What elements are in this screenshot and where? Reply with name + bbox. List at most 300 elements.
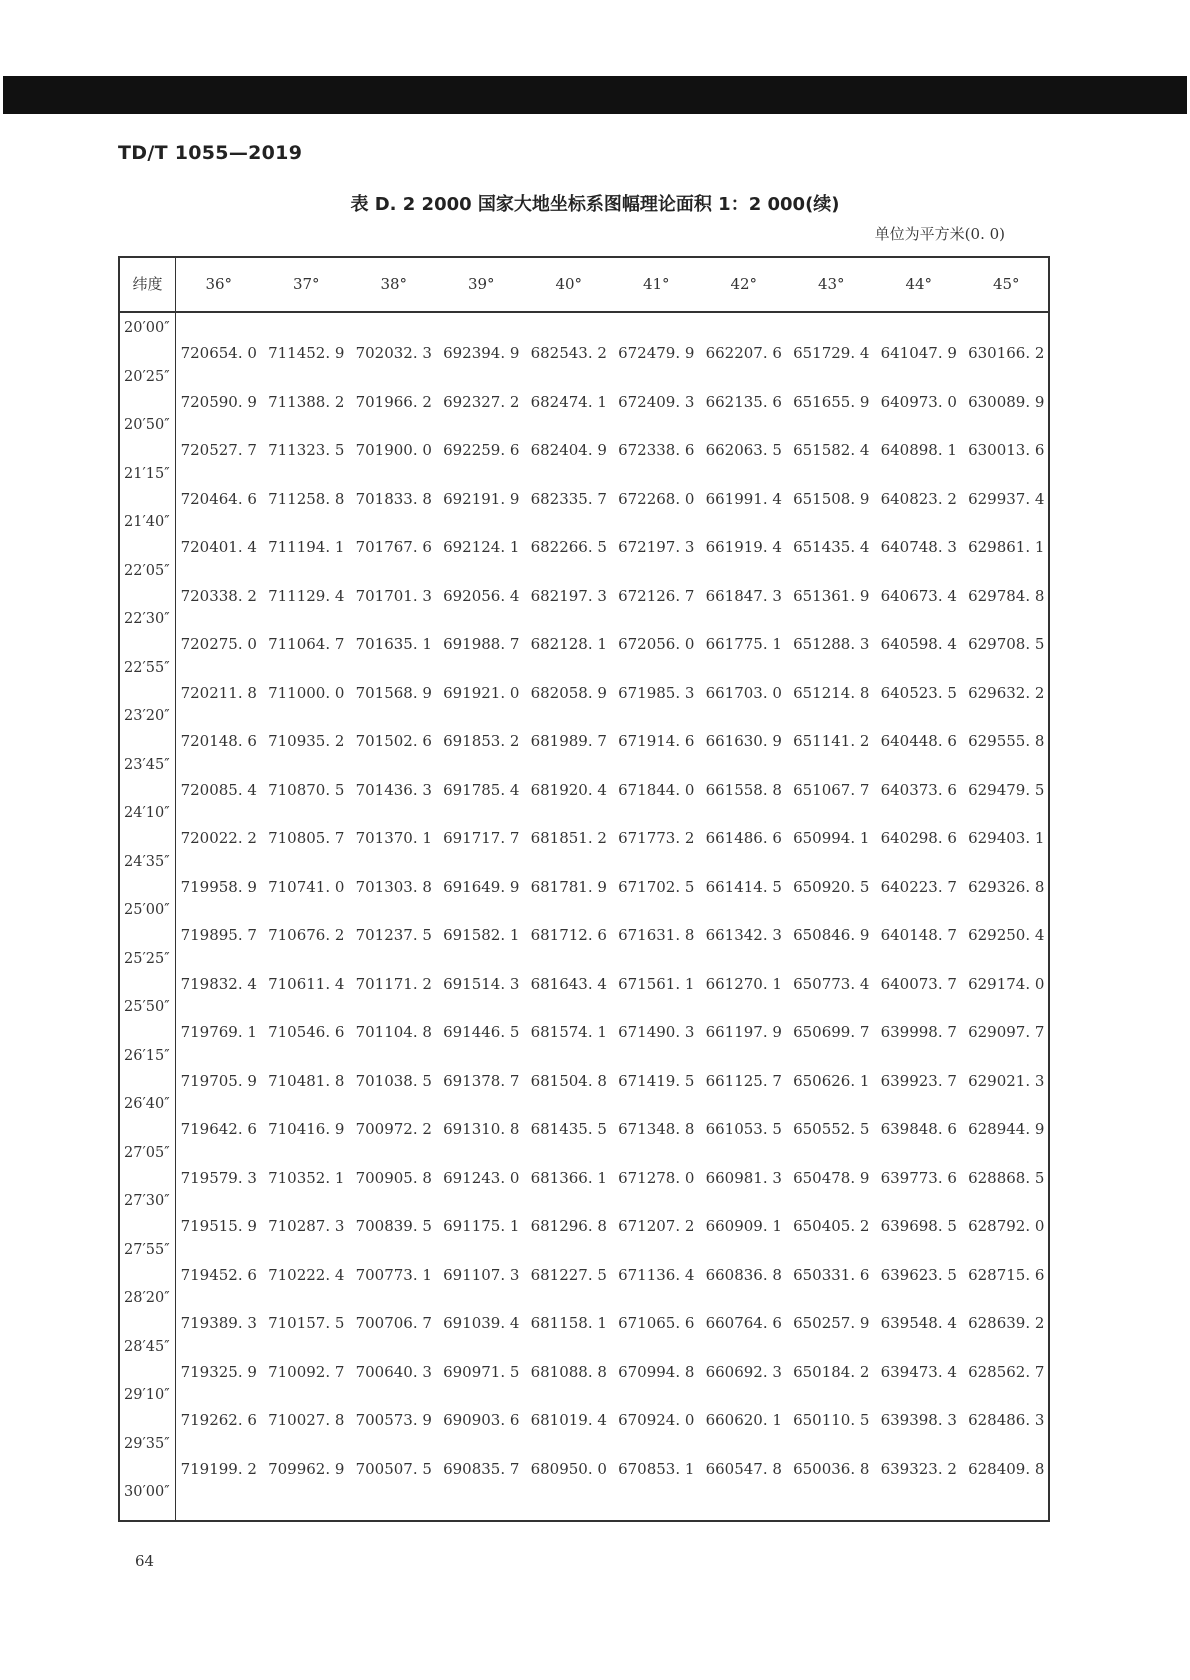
table-cell: 639698. 5 — [880, 1217, 957, 1235]
page-number: 64 — [135, 1552, 155, 1570]
table-cell: 640223. 7 — [880, 877, 957, 896]
table-cell: 661342. 3 — [705, 926, 782, 944]
table-cell: 650110. 5 — [793, 1411, 870, 1429]
table-cell: 681851. 2 — [530, 829, 607, 847]
column-header: 37° — [292, 275, 320, 293]
table-row — [175, 972, 1048, 996]
table-cell: 710935. 2 — [268, 732, 345, 750]
table-row — [175, 1020, 1048, 1044]
table-cell: 628486. 3 — [968, 1411, 1045, 1429]
table-cell: 661197. 9 — [705, 1023, 782, 1041]
table-cell: 651582. 4 — [793, 441, 870, 459]
table-cell: 672409. 3 — [618, 392, 695, 411]
table-cell: 691988. 7 — [443, 635, 520, 653]
table-cell: 681781. 9 — [530, 877, 607, 896]
latitude-label: 30′00″ — [124, 1484, 170, 1500]
table-cell: 651141. 2 — [793, 732, 870, 750]
table-cell: 682197. 3 — [530, 586, 607, 605]
table-cell: 691853. 2 — [443, 732, 520, 750]
table-cell: 650626. 1 — [793, 1071, 870, 1090]
latitude-label: 21′40″ — [124, 514, 170, 530]
table-cell: 681227. 5 — [530, 1265, 607, 1284]
standard-code: TD/T 1055—2019 — [118, 142, 303, 164]
column-header: 40° — [555, 275, 583, 293]
table-cell: 640598. 4 — [880, 635, 957, 653]
latitude-label: 27′55″ — [124, 1241, 170, 1258]
table-cell: 682404. 9 — [530, 441, 607, 459]
table-cell: 720338. 2 — [180, 586, 257, 605]
table-cell: 691175. 1 — [443, 1217, 520, 1235]
table-cell: 681504. 8 — [530, 1071, 607, 1090]
table-cell: 681366. 1 — [530, 1168, 607, 1187]
table-cell: 671136. 4 — [618, 1265, 695, 1284]
table-cell: 661919. 4 — [705, 538, 782, 556]
table-cell: 639623. 5 — [880, 1265, 957, 1284]
table-cell: 651435. 4 — [793, 538, 870, 556]
table-cell: 700573. 9 — [355, 1411, 432, 1429]
column-header: 38° — [380, 275, 408, 293]
table-cell: 719705. 9 — [180, 1071, 257, 1090]
table-cell: 691243. 0 — [443, 1168, 520, 1187]
table-row — [175, 535, 1048, 559]
latitude-label: 23′45″ — [124, 756, 170, 773]
table-cell: 660692. 3 — [705, 1362, 782, 1381]
table-row — [175, 1408, 1048, 1432]
latitude-label: 24′35″ — [124, 853, 170, 870]
table-cell: 691649. 9 — [443, 877, 520, 896]
table-cell: 640523. 5 — [880, 683, 957, 702]
table-cell: 671065. 6 — [618, 1314, 695, 1332]
unit-note: 单位为平方米(0. 0) — [874, 225, 1005, 243]
table-cell: 691717. 7 — [443, 829, 520, 847]
table-row — [175, 1263, 1048, 1287]
table-cell: 700773. 1 — [355, 1265, 432, 1284]
latitude-header: 纬度 — [132, 275, 163, 293]
table-cell: 639998. 7 — [880, 1023, 957, 1041]
table-cell: 660620. 1 — [705, 1411, 782, 1429]
table-cell: 650846. 9 — [793, 926, 870, 944]
table-cell: 640073. 7 — [880, 974, 957, 993]
table-cell: 639848. 6 — [880, 1120, 957, 1138]
latitude-label: 20′50″ — [124, 417, 170, 433]
table-cell: 661414. 5 — [705, 877, 782, 896]
table-cell: 651508. 9 — [793, 489, 870, 508]
table-cell: 650699. 7 — [793, 1023, 870, 1041]
table-cell: 640448. 6 — [880, 732, 957, 750]
latitude-label: 28′20″ — [124, 1290, 170, 1306]
latitude-label: 21′15″ — [124, 465, 170, 482]
table-cell: 661558. 8 — [705, 780, 782, 799]
table-cell: 671914. 6 — [618, 732, 695, 750]
table-cell: 700706. 7 — [355, 1314, 432, 1332]
table-cell: 701966. 2 — [355, 392, 432, 411]
table-cell: 710546. 6 — [268, 1023, 345, 1041]
table-cell: 682543. 2 — [530, 344, 607, 362]
table-cell: 650994. 1 — [793, 829, 870, 847]
table-cell: 628562. 7 — [968, 1362, 1045, 1381]
table-cell: 640973. 0 — [880, 392, 957, 411]
table-cell: 692394. 9 — [443, 344, 520, 362]
table-cell: 690835. 7 — [443, 1459, 520, 1478]
table-cell: 660836. 8 — [705, 1265, 782, 1284]
table-cell: 628409. 8 — [968, 1459, 1045, 1478]
table-cell: 671419. 5 — [618, 1071, 695, 1090]
latitude-label: 27′30″ — [124, 1193, 170, 1209]
table-cell: 701767. 6 — [355, 538, 432, 556]
table-cell: 660909. 1 — [705, 1217, 782, 1235]
table-title: 表 D. 2 2000 国家大地坐标系图幅理论面积 1：2 000(续) — [350, 194, 840, 215]
column-header: 42° — [730, 275, 758, 293]
table-cell: 711388. 2 — [268, 392, 345, 411]
table-cell: 711194. 1 — [268, 538, 345, 556]
table-cell: 681643. 4 — [530, 974, 607, 993]
table-cell: 719895. 7 — [180, 926, 257, 944]
table-cell: 641047. 9 — [880, 344, 957, 362]
table-cell: 710481. 8 — [268, 1071, 345, 1090]
latitude-label: 26′15″ — [124, 1047, 170, 1064]
latitude-label: 22′30″ — [124, 611, 170, 627]
latitude-label: 29′10″ — [124, 1387, 170, 1403]
table-cell: 701370. 1 — [355, 829, 432, 847]
table-cell: 672197. 3 — [618, 538, 695, 556]
table-row — [175, 681, 1048, 705]
table-row — [175, 1311, 1048, 1335]
table-cell: 691921. 0 — [443, 683, 520, 702]
table-cell: 671561. 1 — [618, 974, 695, 993]
table-row — [175, 826, 1048, 850]
table-cell: 671631. 8 — [618, 926, 695, 944]
table-cell: 629937. 4 — [968, 489, 1045, 508]
table-cell: 682266. 5 — [530, 538, 607, 556]
table-cell: 661630. 9 — [705, 732, 782, 750]
latitude-label: 25′25″ — [124, 950, 170, 967]
table-cell: 661053. 5 — [705, 1120, 782, 1138]
table-cell: 651729. 4 — [793, 344, 870, 362]
table-cell: 639473. 4 — [880, 1362, 957, 1381]
table-cell: 650478. 9 — [793, 1168, 870, 1187]
table-cell: 692259. 6 — [443, 441, 520, 459]
table-cell: 660764. 6 — [705, 1314, 782, 1332]
table-cell: 670924. 0 — [618, 1411, 695, 1429]
table-cell: 681920. 4 — [530, 780, 607, 799]
column-header: 39° — [467, 275, 495, 293]
table-row — [175, 632, 1048, 656]
table-cell: 681712. 6 — [530, 926, 607, 944]
table-cell: 701171. 2 — [355, 974, 432, 993]
table-cell: 629174. 0 — [968, 974, 1045, 993]
table-cell: 711258. 8 — [268, 489, 345, 508]
table-cell: 682474. 1 — [530, 392, 607, 411]
table-cell: 629555. 8 — [968, 732, 1045, 750]
table-cell: 629708. 5 — [968, 635, 1045, 653]
table-cell: 720654. 0 — [180, 344, 257, 362]
table-cell: 681574. 1 — [530, 1023, 607, 1041]
table-cell: 661991. 4 — [705, 489, 782, 508]
table-cell: 629632. 2 — [968, 683, 1045, 702]
table-cell: 701568. 9 — [355, 683, 432, 702]
table-cell: 628639. 2 — [968, 1314, 1045, 1332]
table-cell: 710416. 9 — [268, 1120, 345, 1138]
table-cell: 702032. 3 — [355, 344, 432, 362]
table-cell: 691785. 4 — [443, 780, 520, 799]
table-cell: 628868. 5 — [968, 1168, 1045, 1187]
table-cell: 719389. 3 — [180, 1314, 257, 1332]
table-cell: 719832. 4 — [180, 974, 257, 993]
table-cell: 682128. 1 — [530, 635, 607, 653]
table-cell: 639398. 3 — [880, 1411, 957, 1429]
table-cell: 710352. 1 — [268, 1168, 345, 1187]
table-cell: 662135. 6 — [705, 392, 782, 411]
table-cell: 681296. 8 — [530, 1217, 607, 1235]
table-cell: 639773. 6 — [880, 1168, 957, 1187]
table-cell: 720022. 2 — [180, 829, 257, 847]
table-row — [175, 341, 1048, 365]
table-cell: 719642. 6 — [180, 1120, 257, 1138]
table-cell: 719262. 6 — [180, 1411, 257, 1429]
table-cell: 690971. 5 — [443, 1362, 520, 1381]
table-cell: 710870. 5 — [268, 780, 345, 799]
table-cell: 692327. 2 — [443, 392, 520, 411]
table-cell: 711064. 7 — [268, 635, 345, 653]
table-cell: 681019. 4 — [530, 1411, 607, 1429]
table-cell: 629250. 4 — [968, 926, 1045, 944]
table-cell: 651288. 3 — [793, 635, 870, 653]
table-cell: 651067. 7 — [793, 780, 870, 799]
table-row — [175, 390, 1048, 414]
table-cell: 711000. 0 — [268, 683, 345, 702]
table-cell: 650920. 5 — [793, 877, 870, 896]
table-cell: 671773. 2 — [618, 829, 695, 847]
table-cell: 720401. 4 — [180, 538, 257, 556]
table-cell: 680950. 0 — [530, 1459, 607, 1478]
latitude-label: 22′05″ — [124, 562, 170, 579]
table-cell: 710741. 0 — [268, 877, 345, 896]
latitude-column — [120, 313, 175, 1520]
table-cell: 661703. 0 — [705, 683, 782, 702]
table-cell: 661847. 3 — [705, 586, 782, 605]
table-row — [175, 1457, 1048, 1481]
table-cell: 700905. 8 — [355, 1168, 432, 1187]
table-cell: 691310. 8 — [443, 1120, 520, 1138]
table-cell: 710676. 2 — [268, 926, 345, 944]
table-cell: 700839. 5 — [355, 1217, 432, 1235]
table-cell: 661486. 6 — [705, 829, 782, 847]
table-cell: 691514. 3 — [443, 974, 520, 993]
table-cell: 671985. 3 — [618, 683, 695, 702]
latitude-label: 26′40″ — [124, 1096, 170, 1112]
table-cell: 671702. 5 — [618, 877, 695, 896]
table-cell: 691446. 5 — [443, 1023, 520, 1041]
table-cell: 709962. 9 — [268, 1459, 345, 1478]
table-row — [175, 487, 1048, 511]
table-cell: 691039. 4 — [443, 1314, 520, 1332]
table-cell: 628792. 0 — [968, 1217, 1045, 1235]
table-cell: 719769. 1 — [180, 1023, 257, 1041]
table-cell: 701635. 1 — [355, 635, 432, 653]
table-cell: 710027. 8 — [268, 1411, 345, 1429]
table-cell: 651361. 9 — [793, 586, 870, 605]
table-row — [175, 875, 1048, 899]
latitude-label: 27′05″ — [124, 1144, 170, 1161]
table-cell: 711323. 5 — [268, 441, 345, 459]
table-cell: 711129. 4 — [268, 586, 345, 605]
latitude-label: 24′10″ — [124, 805, 170, 821]
table-cell: 700640. 3 — [355, 1362, 432, 1381]
table-cell: 650552. 5 — [793, 1120, 870, 1138]
table-cell: 701038. 5 — [355, 1071, 432, 1090]
table-cell: 630013. 6 — [968, 441, 1045, 459]
table-row — [175, 1069, 1048, 1093]
table-cell: 692056. 4 — [443, 586, 520, 605]
column-header: 44° — [905, 275, 933, 293]
table-cell: 630166. 2 — [968, 344, 1045, 362]
table-cell: 629326. 8 — [968, 877, 1045, 896]
table-cell: 719325. 9 — [180, 1362, 257, 1381]
latitude-label: 23′20″ — [124, 708, 170, 724]
table-cell: 640373. 6 — [880, 780, 957, 799]
table-cell: 639323. 2 — [880, 1459, 957, 1478]
table-cell: 720211. 8 — [180, 683, 257, 702]
table-cell: 650036. 8 — [793, 1459, 870, 1478]
table-cell: 628944. 9 — [968, 1120, 1045, 1138]
table-cell: 701237. 5 — [355, 926, 432, 944]
table-cell: 660981. 3 — [705, 1168, 782, 1187]
table-cell: 671348. 8 — [618, 1120, 695, 1138]
table-cell: 719199. 2 — [180, 1459, 257, 1478]
table-cell: 661775. 1 — [705, 635, 782, 653]
table-cell: 701303. 8 — [355, 877, 432, 896]
table-cell: 651655. 9 — [793, 392, 870, 411]
table-cell: 720148. 6 — [180, 732, 257, 750]
table-cell: 629021. 3 — [968, 1071, 1045, 1090]
table-cell: 692124. 1 — [443, 538, 520, 556]
table-cell: 661125. 7 — [705, 1071, 782, 1090]
latitude-label: 20′00″ — [124, 320, 170, 336]
table-row — [175, 778, 1048, 802]
table-cell: 720590. 9 — [180, 392, 257, 411]
table-cell: 719515. 9 — [180, 1217, 257, 1235]
table-cell: 681435. 5 — [530, 1120, 607, 1138]
table-cell: 682058. 9 — [530, 683, 607, 702]
table-cell: 671844. 0 — [618, 780, 695, 799]
table-cell: 640298. 6 — [880, 829, 957, 847]
table-cell: 710611. 4 — [268, 974, 345, 993]
column-header: 41° — [642, 275, 670, 293]
table-cell: 640148. 7 — [880, 926, 957, 944]
table-cell: 629479. 5 — [968, 780, 1045, 799]
table-cell: 719452. 6 — [180, 1265, 257, 1284]
table-cell: 640898. 1 — [880, 441, 957, 459]
table-cell: 660547. 8 — [705, 1459, 782, 1478]
table-cell: 640823. 2 — [880, 489, 957, 508]
table-cell: 639923. 7 — [880, 1071, 957, 1090]
table-cell: 662063. 5 — [705, 441, 782, 459]
table-cell: 681158. 1 — [530, 1314, 607, 1332]
table-cell: 701502. 6 — [355, 732, 432, 750]
column-header: 43° — [817, 275, 845, 293]
table-cell: 651214. 8 — [793, 683, 870, 702]
table-cell: 710805. 7 — [268, 829, 345, 847]
table-cell: 719579. 3 — [180, 1168, 257, 1187]
table-cell: 661270. 1 — [705, 974, 782, 993]
table-cell: 720464. 6 — [180, 489, 257, 508]
table-cell: 650257. 9 — [793, 1314, 870, 1332]
table-cell: 629861. 1 — [968, 538, 1045, 556]
table-cell: 640673. 4 — [880, 586, 957, 605]
latitude-label: 25′50″ — [124, 999, 170, 1015]
table-cell: 720275. 0 — [180, 635, 257, 653]
latitude-label: 25′00″ — [124, 902, 170, 918]
table-cell: 701900. 0 — [355, 441, 432, 459]
table-cell: 650331. 6 — [793, 1265, 870, 1284]
latitude-label: 29′35″ — [124, 1435, 170, 1452]
table-row — [175, 1214, 1048, 1238]
table-cell: 691582. 1 — [443, 926, 520, 944]
table-cell: 672126. 7 — [618, 586, 695, 605]
table-cell: 700507. 5 — [355, 1459, 432, 1478]
table-cell: 682335. 7 — [530, 489, 607, 508]
table-cell: 650405. 2 — [793, 1217, 870, 1235]
table-cell: 639548. 4 — [880, 1314, 957, 1332]
table-cell: 719958. 9 — [180, 877, 257, 896]
table-cell: 720085. 4 — [180, 780, 257, 799]
latitude-label: 20′25″ — [124, 368, 170, 385]
table-cell: 671207. 2 — [618, 1217, 695, 1235]
table-cell: 662207. 6 — [705, 344, 782, 362]
latitude-label: 22′55″ — [124, 659, 170, 676]
table-row — [175, 729, 1048, 753]
table-cell: 672479. 9 — [618, 344, 695, 362]
table-row — [175, 584, 1048, 608]
table-cell: 640748. 3 — [880, 538, 957, 556]
table-cell: 629784. 8 — [968, 586, 1045, 605]
table-cell: 670994. 8 — [618, 1362, 695, 1381]
table-cell: 672056. 0 — [618, 635, 695, 653]
table-cell: 692191. 9 — [443, 489, 520, 508]
table-cell: 630089. 9 — [968, 392, 1045, 411]
latitude-label: 28′45″ — [124, 1338, 170, 1355]
table-cell: 629097. 7 — [968, 1023, 1045, 1041]
table-cell: 672268. 0 — [618, 489, 695, 508]
table-cell: 710287. 3 — [268, 1217, 345, 1235]
table-cell: 670853. 1 — [618, 1459, 695, 1478]
table-row — [175, 438, 1048, 462]
table-row — [175, 1360, 1048, 1384]
header-divider — [120, 311, 1048, 313]
table-cell: 720527. 7 — [180, 441, 257, 459]
table-cell: 671490. 3 — [618, 1023, 695, 1041]
table-cell: 672338. 6 — [618, 441, 695, 459]
table-cell: 650184. 2 — [793, 1362, 870, 1381]
header-bar — [3, 76, 1187, 114]
column-header: 36° — [205, 275, 233, 293]
column-header: 45° — [992, 275, 1020, 293]
table-cell: 691107. 3 — [443, 1265, 520, 1284]
table-cell: 710157. 5 — [268, 1314, 345, 1332]
table-cell: 671278. 0 — [618, 1168, 695, 1187]
table-row — [175, 1166, 1048, 1190]
table-cell: 710092. 7 — [268, 1362, 345, 1381]
table-cell: 701436. 3 — [355, 780, 432, 799]
table-cell: 681989. 7 — [530, 732, 607, 750]
table-cell: 690903. 6 — [443, 1411, 520, 1429]
table-cell: 691378. 7 — [443, 1071, 520, 1090]
table-cell: 628715. 6 — [968, 1265, 1045, 1284]
table-cell: 701701. 3 — [355, 586, 432, 605]
table-row — [175, 923, 1048, 947]
table-cell: 701833. 8 — [355, 489, 432, 508]
area-table — [118, 256, 1050, 1522]
